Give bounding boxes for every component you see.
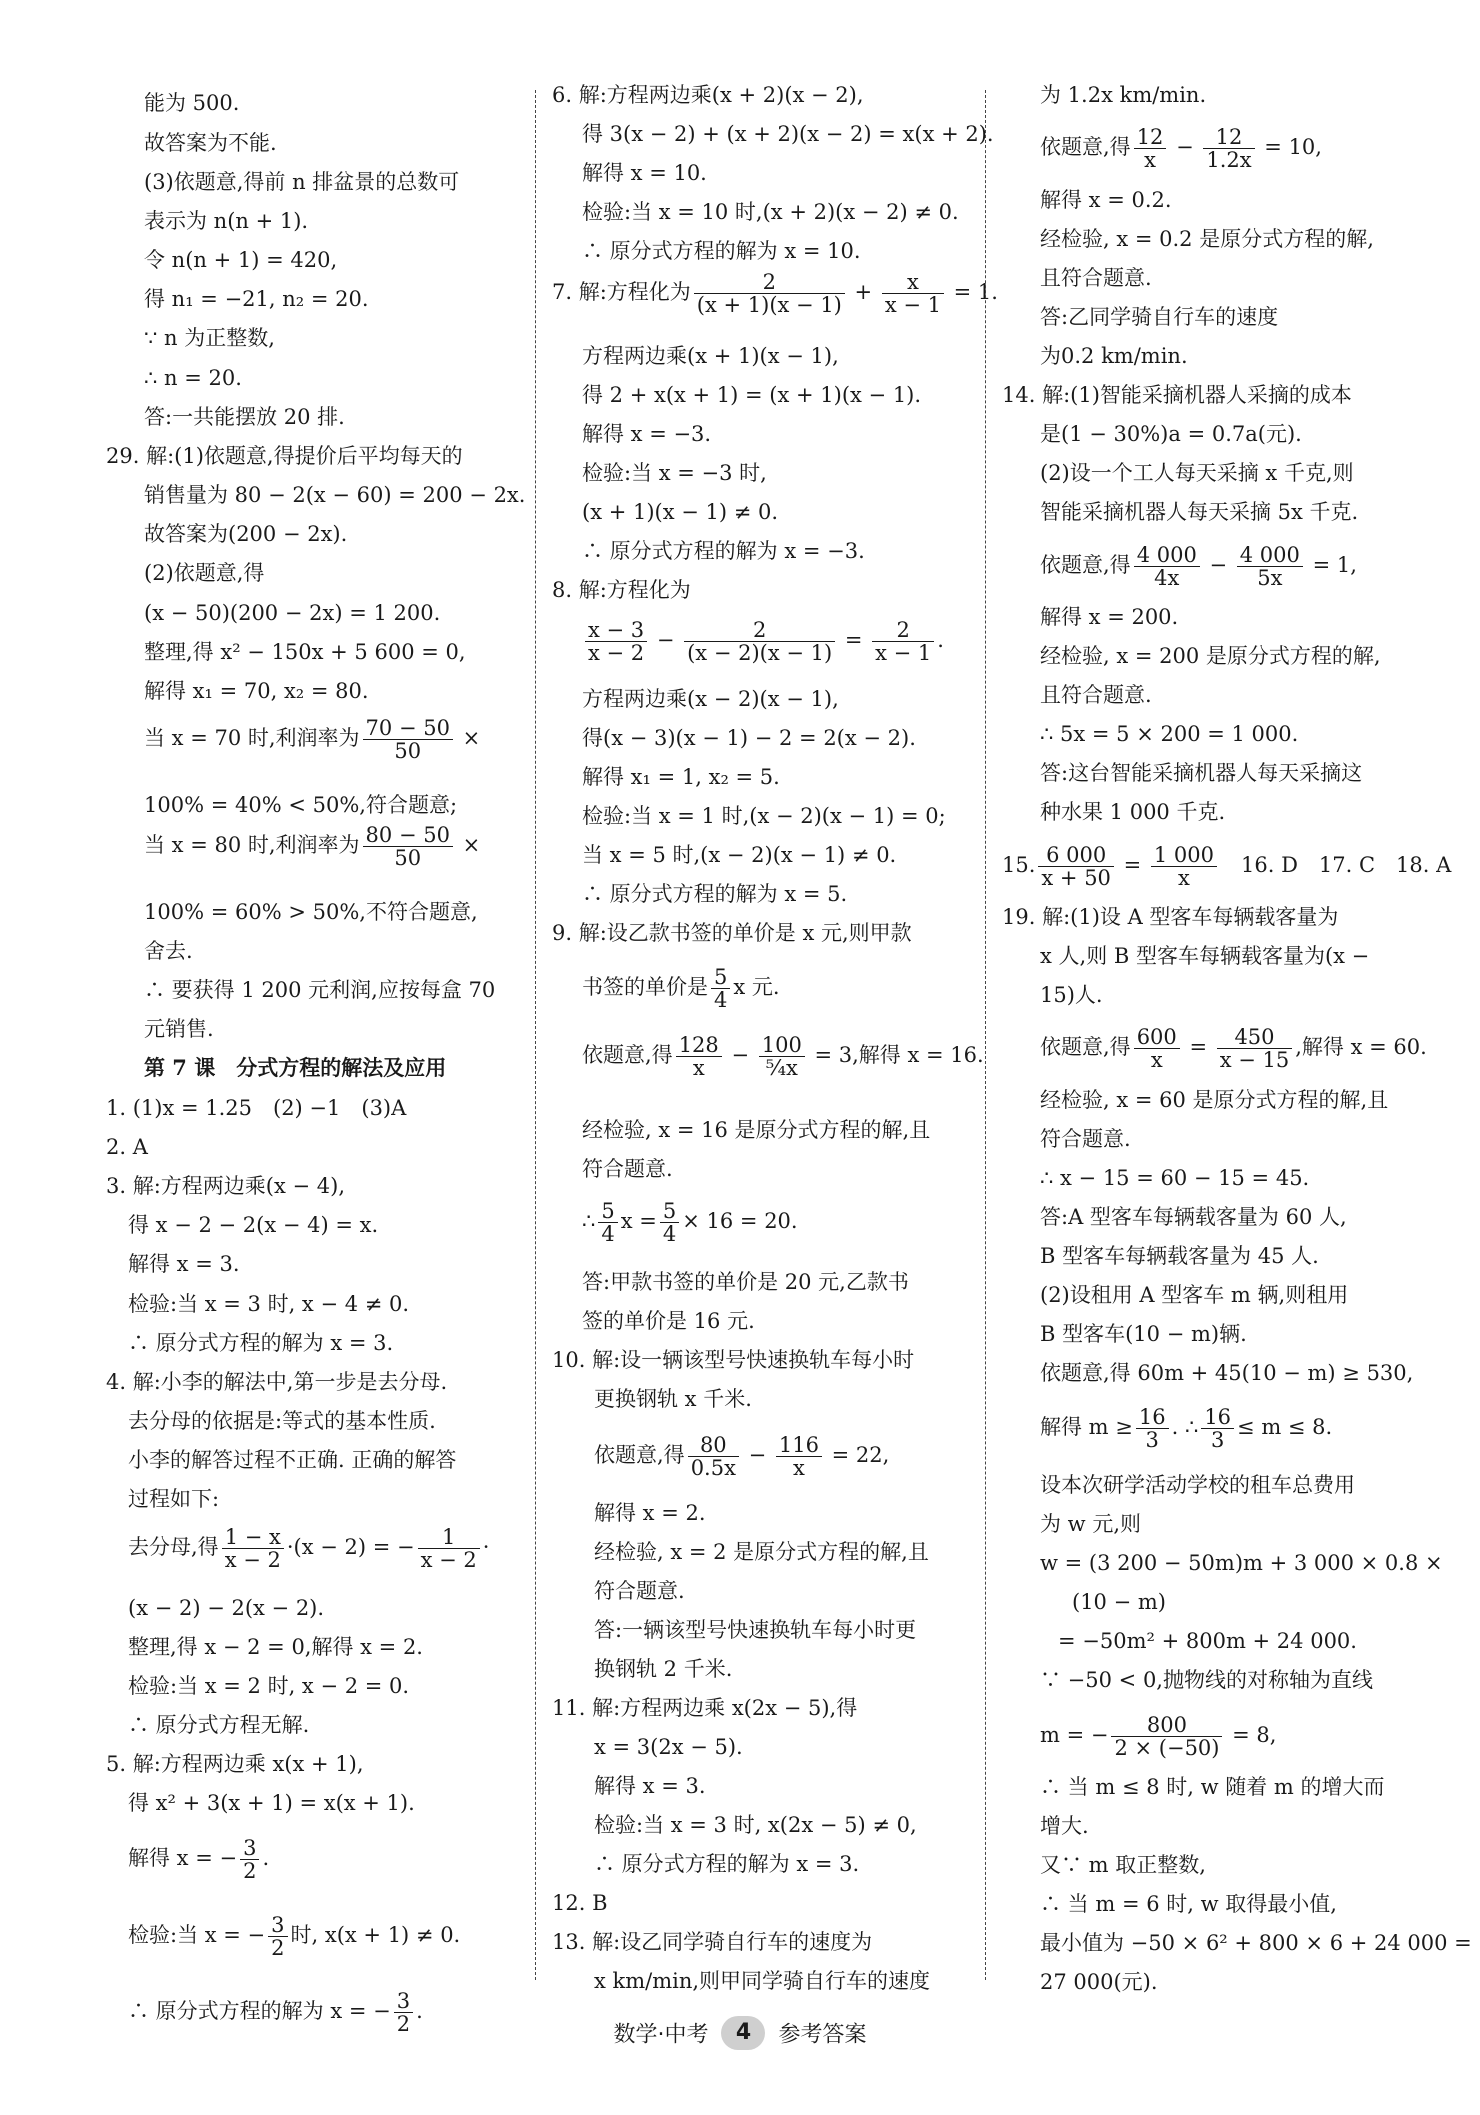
answer-line: 检验:当 x = 1 时,(x − 2)(x − 1) = 0; (582, 804, 946, 828)
answer-line: $\frac{x - 3}{x - 2}$ − $\frac{2}{(x - 2)(x - 1)}$ = $\frac{2}{x - 1}$ . (582, 619, 944, 664)
answer-line: 令 n(n + 1) = 420, (144, 248, 338, 272)
answer-line: ∴ 5x = 5 × 200 = 1 000. (1040, 722, 1299, 746)
answer-line: 是(1 − 30%)a = 0.7a(元). (1040, 422, 1302, 446)
fraction: $\frac{3}{2}$ (240, 1837, 259, 1882)
answer-line: 检验:当 x = 3 时, x(2x − 5) ≠ 0, (594, 1813, 917, 1837)
fraction: $\frac{1}{x - 2}$ (418, 1526, 480, 1571)
fraction: $\frac{80}{0.5x}$ (688, 1434, 739, 1479)
answer-line: (x − 2) − 2(x − 2). (128, 1596, 325, 1620)
fraction: $\frac{1 000}{x}$ (1151, 844, 1217, 889)
answer-line: 元销售. (144, 1017, 214, 1041)
answer-line: 答:一共能摆放 20 排. (144, 405, 345, 429)
answer-line: 9. 解:设乙款书签的单价是 x 元,则甲款 (552, 921, 912, 945)
answer-line: 15. $\frac{6 000}{x + 50}$ = $\frac{1 000}{x}$ 16. D 17. C 18. A (1002, 843, 1452, 890)
fraction: $\frac{2}{(x + 1)(x - 1)}$ (694, 271, 845, 316)
answer-line: 为 w 元,则 (1040, 1512, 1142, 1536)
answer-line: 整理,得 x² − 150x + 5 600 = 0, (144, 640, 466, 664)
footer-title: 参考答案 (778, 2022, 867, 2048)
answer-line: 检验:当 x = −3 时, (582, 461, 767, 485)
answer-line: ∴ $\frac{5}{4}$ x = $\frac{5}{4}$ × 16 = 20. (582, 1199, 798, 1246)
answer-line: 100% = 60% > 50%,不符合题意, (144, 900, 478, 924)
answer-line: 小李的解答过程不正确. 正确的解答 (128, 1448, 457, 1472)
answer-line: (x − 50)(200 − 2x) = 1 200. (144, 601, 441, 625)
answer-line: 答:甲款书签的单价是 20 元,乙款书 (582, 1270, 909, 1294)
answer-line: B 型客车每辆载客量为 45 人. (1040, 1244, 1319, 1268)
answer-line: 故答案为不能. (144, 131, 277, 155)
fraction: $\frac{70 - 50}{50}$ (363, 717, 453, 762)
answer-line: ∴ 当 m ≤ 8 时, w 随着 m 的增大而 (1040, 1775, 1385, 1799)
answer-line: (x + 1)(x − 1) ≠ 0. (582, 500, 779, 524)
fraction: $\frac{450}{x - 15}$ (1217, 1026, 1293, 1071)
answer-line: 解得 x = 10. (582, 161, 707, 185)
answer-line: 检验:当 x = 3 时, x − 4 ≠ 0. (128, 1292, 410, 1316)
answer-line: 换钢轨 2 千米. (594, 1657, 733, 1681)
answer-line: 100% = 40% < 50%,符合题意; (144, 793, 458, 817)
column-divider-2 (985, 90, 986, 1980)
answer-line: 符合题意. (1040, 1127, 1131, 1151)
fraction: $\frac{12}{x}$ (1134, 126, 1167, 171)
answer-line: 经检验, x = 60 是原分式方程的解,且 (1040, 1088, 1389, 1112)
answer-line: 书签的单价是 $\frac{5}{4}$ x 元. (582, 965, 780, 1012)
answer-line: 解得 m ≥ $\frac{16}{3}$ . ∴ $\frac{16}{3}$ ≤ m ≤ 8. (1040, 1405, 1333, 1452)
answer-line: ∴ 原分式方程的解为 x = −3. (582, 539, 865, 563)
answer-line: 依题意,得 $\frac{128}{x}$ − $\frac{100}{\text{⁵⁄₄x}}$ = 3,解得 x = 16. (582, 1033, 984, 1080)
answer-line: 7. 解:方程化为 $\frac{2}{(x + 1)(x - 1)}$ + $\frac{x}{x - 1}$ = 1. (552, 270, 998, 317)
answer-line: ∴ 当 m = 6 时, w 取得最小值, (1040, 1892, 1337, 1916)
answer-line: 得 2 + x(x + 1) = (x + 1)(x − 1). (582, 383, 922, 407)
answer-line: 当 x = 5 时,(x − 2)(x − 1) ≠ 0. (582, 843, 897, 867)
fraction: $\frac{5}{4}$ (711, 966, 730, 1011)
answer-line: 经检验, x = 200 是原分式方程的解, (1040, 644, 1381, 668)
answer-line: 19. 解:(1)设 A 型客车每辆载客量为 (1002, 905, 1339, 929)
page-footer (0, 2016, 1480, 2050)
answer-line: 当 x = 80 时,利润率为 $\frac{80 - 50}{50}$ × (144, 823, 481, 870)
fraction: $\frac{600}{x}$ (1134, 1026, 1180, 1071)
answer-line: 答:一辆该型号快速换轨车每小时更 (594, 1618, 917, 1642)
answer-line: 最小值为 −50 × 6² + 800 × 6 + 24 000 = (1040, 1931, 1472, 1955)
answer-line: 11. 解:方程两边乘 x(2x − 5),得 (552, 1696, 858, 1720)
answer-line: 检验:当 x = − $\frac{3}{2}$ 时, x(x + 1) ≠ 0. (128, 1913, 461, 1960)
answer-line: ∴ 原分式方程的解为 x = 3. (594, 1852, 860, 1876)
answer-line: ∴ x − 15 = 60 − 15 = 45. (1040, 1166, 1310, 1190)
answer-line: 符合题意. (582, 1157, 673, 1181)
answer-line: 15)人. (1040, 983, 1103, 1007)
answer-line: 依题意,得 $\frac{4 000}{4x}$ − $\frac{4 000}{5x}$ = 1, (1040, 543, 1357, 590)
fraction: $\frac{x - 3}{x - 2}$ (585, 619, 647, 664)
page-number: 4 (721, 2016, 765, 2050)
answer-line: 解得 x₁ = 70, x₂ = 80. (144, 679, 369, 703)
answer-line: 去分母的依据是:等式的基本性质. (128, 1409, 436, 1433)
fraction: $\frac{100}{\text{⁵⁄₄x}}$ (759, 1034, 805, 1079)
fraction: $\frac{3}{2}$ (394, 1990, 413, 2035)
fraction: $\frac{5}{4}$ (660, 1200, 679, 1245)
answer-line: 为0.2 km/min. (1040, 344, 1188, 368)
fraction: $\frac{80 - 50}{50}$ (363, 824, 453, 869)
answer-line: ∴ 原分式方程的解为 x = 5. (582, 882, 848, 906)
answer-line: 解得 x = 200. (1040, 605, 1179, 629)
answer-line: 依题意,得 $\frac{12}{x}$ − $\frac{12}{1.2x}$ = 10, (1040, 125, 1322, 172)
answer-line: 检验:当 x = 10 时,(x + 2)(x − 2) ≠ 0. (582, 200, 959, 224)
answer-line: 检验:当 x = 2 时, x − 2 = 0. (128, 1674, 410, 1698)
answer-line: 且符合题意. (1040, 266, 1152, 290)
fraction: $\frac{4 000}{5x}$ (1237, 544, 1303, 589)
answer-line: 舍去. (144, 939, 193, 963)
answer-line: 得 3(x − 2) + (x + 2)(x − 2) = x(x + 2). (582, 122, 994, 146)
answer-line: w = (3 200 − 50m)m + 3 000 × 0.8 × (1040, 1551, 1443, 1575)
answer-line: 1. (1)x = 1.25 (2) −1 (3)A (106, 1096, 407, 1120)
fraction: $\frac{116}{x}$ (776, 1434, 822, 1479)
footer-subject: 数学·中考 (613, 2022, 709, 2048)
fraction: $\frac{16}{3}$ (1136, 1406, 1169, 1451)
answer-line: (3)依题意,得前 n 排盆景的总数可 (144, 170, 460, 194)
answer-line: 答:这台智能采摘机器人每天采摘这 (1040, 761, 1363, 785)
answer-line: 又∵ m 取正整数, (1040, 1853, 1206, 1877)
answer-line: 答:A 型客车每辆载客量为 60 人, (1040, 1205, 1347, 1229)
answer-line: 29. 解:(1)依题意,得提价后平均每天的 (106, 444, 463, 468)
answer-line: 8. 解:方程化为 (552, 578, 691, 602)
answer-line: 解得 x = −3. (582, 422, 712, 446)
answer-line: = −50m² + 800m + 24 000. (1058, 1629, 1357, 1653)
answer-line: ∴ 原分式方程无解. (128, 1713, 310, 1737)
answer-line: 设本次研学活动学校的租车总费用 (1040, 1473, 1355, 1497)
answer-line: 得 x² + 3(x + 1) = x(x + 1). (128, 1791, 415, 1815)
column-divider-1 (535, 90, 536, 1980)
answer-line: B 型客车(10 − m)辆. (1040, 1322, 1247, 1346)
answer-line: 解得 x₁ = 1, x₂ = 5. (582, 765, 780, 789)
answer-line: 增大. (1040, 1814, 1089, 1838)
answer-line: 解得 x = 0.2. (1040, 188, 1172, 212)
section-heading: 第 7 课 分式方程的解法及应用 (144, 1055, 447, 1080)
answer-line: x = 3(2x − 5). (594, 1735, 743, 1759)
answer-line: 依题意,得 $\frac{600}{x}$ = $\frac{450}{x - 15}$ ,解得 x = 60. (1040, 1025, 1427, 1072)
answer-line: 更换钢轨 x 千米. (594, 1387, 752, 1411)
answer-line: 4. 解:小李的解法中,第一步是去分母. (106, 1370, 448, 1394)
answer-line: 依题意,得 $\frac{80}{0.5x}$ − $\frac{116}{x}$ = 22, (594, 1433, 890, 1480)
answer-line: 解得 x = 2. (594, 1501, 706, 1525)
answer-line: 解得 x = 3. (128, 1252, 240, 1276)
fraction: $\frac{6 000}{x + 50}$ (1038, 844, 1114, 889)
answer-line: 经检验, x = 16 是原分式方程的解,且 (582, 1118, 931, 1142)
answer-line: 当 x = 70 时,利润率为 $\frac{70 - 50}{50}$ × (144, 716, 481, 763)
fraction: $\frac{x}{x - 1}$ (882, 271, 944, 316)
answer-line: 答:乙同学骑自行车的速度 (1040, 305, 1279, 329)
answer-line: 过程如下: (128, 1487, 220, 1511)
fraction: $\frac{5}{4}$ (598, 1200, 617, 1245)
answer-line: 经检验, x = 0.2 是原分式方程的解, (1040, 227, 1374, 251)
answer-line: 3. 解:方程两边乘(x − 4), (106, 1174, 345, 1198)
answer-line: x km/min,则甲同学骑自行车的速度 (594, 1969, 931, 1993)
answer-line: 10. 解:设一辆该型号快速换轨车每小时 (552, 1348, 915, 1372)
answer-line: ∴ 原分式方程的解为 x = 3. (128, 1331, 394, 1355)
answer-line: ∴ n = 20. (144, 366, 242, 390)
answer-line: 5. 解:方程两边乘 x(x + 1), (106, 1752, 364, 1776)
answer-line: 为 1.2x km/min. (1040, 83, 1207, 107)
answer-line: 签的单价是 16 元. (582, 1309, 755, 1333)
answer-line: 依题意,得 60m + 45(10 − m) ≥ 530, (1040, 1361, 1414, 1385)
answer-line: 6. 解:方程两边乘(x + 2)(x − 2), (552, 83, 864, 107)
answer-line: 解得 x = 3. (594, 1774, 706, 1798)
answer-line: 整理,得 x − 2 = 0,解得 x = 2. (128, 1635, 423, 1659)
answer-line: 得 n₁ = −21, n₂ = 20. (144, 287, 369, 311)
answer-line: 销售量为 80 − 2(x − 60) = 200 − 2x. (144, 483, 526, 507)
fraction: $\frac{2}{x - 1}$ (872, 619, 934, 664)
fraction: $\frac{16}{3}$ (1201, 1406, 1234, 1451)
answer-line: ∴ 要获得 1 200 元利润,应按每盒 70 (144, 978, 496, 1002)
answer-line: 13. 解:设乙同学骑自行车的速度为 (552, 1930, 873, 1954)
answer-line: 得(x − 3)(x − 1) − 2 = 2(x − 2). (582, 726, 916, 750)
answer-line: 智能采摘机器人每天采摘 5x 千克. (1040, 500, 1359, 524)
answer-line: 表示为 n(n + 1). (144, 209, 309, 233)
fraction: $\frac{12}{1.2x}$ (1203, 126, 1254, 171)
answer-line: (2)设一个工人每天采摘 x 千克,则 (1040, 461, 1354, 485)
answer-line: 且符合题意. (1040, 683, 1152, 707)
fraction: $\frac{2}{(x - 2)(x - 1)}$ (684, 619, 835, 664)
answer-line: 方程两边乘(x + 1)(x − 1), (582, 344, 839, 368)
answer-line: 27 000(元). (1040, 1970, 1158, 1994)
answer-line: 解得 x = − $\frac{3}{2}$ . (128, 1836, 270, 1883)
answer-line: 种水果 1 000 千克. (1040, 800, 1226, 824)
answer-line: (2)设租用 A 型客车 m 辆,则租用 (1040, 1283, 1349, 1307)
answer-line: 得 x − 2 − 2(x − 4) = x. (128, 1213, 379, 1237)
answer-line: x 人,则 B 型客车每辆载客量为(x − (1040, 944, 1370, 968)
fraction: $\frac{4 000}{4x}$ (1134, 544, 1200, 589)
fraction: $\frac{1 - x}{x - 2}$ (222, 1526, 284, 1571)
answer-line: 12. B (552, 1891, 608, 1915)
answer-line: 故答案为(200 − 2x). (144, 522, 348, 546)
answer-line: 14. 解:(1)智能采摘机器人采摘的成本 (1002, 383, 1352, 407)
answer-line: 去分母,得 $\frac{1 - x}{x - 2}$ ·(x − 2) = − $\frac{1}{x - 2}$ · (128, 1525, 490, 1572)
answer-line: m = − $\frac{800}{2 \times (-50)}$ = 8, (1040, 1713, 1277, 1760)
fraction: $\frac{3}{2}$ (268, 1914, 287, 1959)
answer-line: ∵ n 为正整数, (144, 326, 275, 350)
answer-line: 2. A (106, 1135, 148, 1159)
answer-line: (10 − m) (1072, 1590, 1166, 1614)
answer-line: (2)依题意,得 (144, 561, 265, 585)
fraction: $\frac{800}{2 \times (-50)}$ (1111, 1714, 1222, 1759)
answer-line: 能为 500. (144, 91, 240, 115)
answer-line: ∴ 原分式方程的解为 x = − $\frac{3}{2}$ . (128, 1989, 423, 2036)
fraction: $\frac{128}{x}$ (676, 1034, 722, 1079)
answer-line: 符合题意. (594, 1579, 685, 1603)
answer-line: 方程两边乘(x − 2)(x − 1), (582, 687, 839, 711)
answer-line: 经检验, x = 2 是原分式方程的解,且 (594, 1540, 929, 1564)
answer-line: ∴ 原分式方程的解为 x = 10. (582, 239, 861, 263)
answer-line: ∵ −50 < 0,抛物线的对称轴为直线 (1040, 1668, 1373, 1692)
